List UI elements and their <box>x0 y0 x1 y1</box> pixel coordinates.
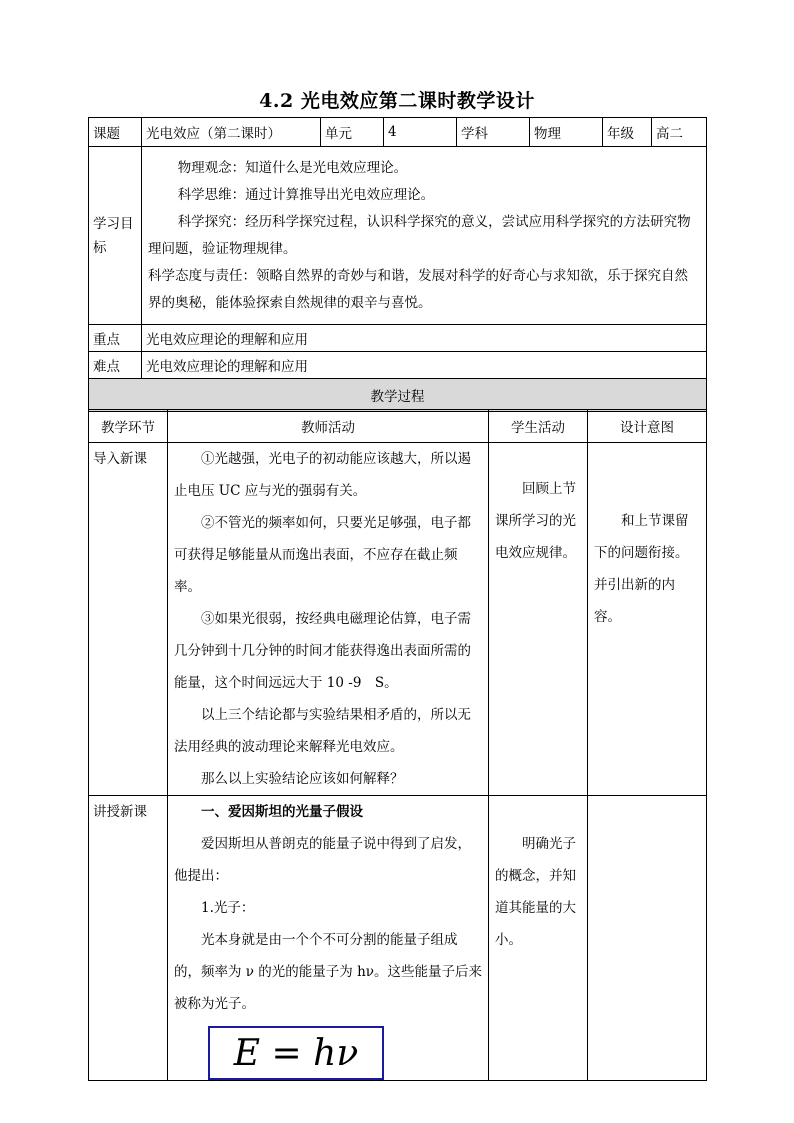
goals-label: 学习目标 <box>89 147 142 325</box>
teaching-process-table <box>88 409 707 1081</box>
column-header-student: 学生活动 <box>489 410 588 443</box>
stage-intro: 导入新课 <box>89 443 168 796</box>
key-point-value: 光电效应理论的理解和应用 <box>142 325 707 352</box>
student-text: 明确光子的概念，并知道其能量的大小。 <box>495 836 576 948</box>
goal-item: 科学探究：经历科学探究过程，认识科学探究的意义，尝试应用科学探究的方法研究物理问题，验证物理规律。 <box>148 213 691 257</box>
teacher-paragraph: 光本身就是由一个个不可分割的能量子组成的，频率为 ν 的光的能量子为 hν。这些能量子后来被称为光子。 <box>174 932 482 1012</box>
student-text: 回顾上节课所学习的光电效应规律。 <box>495 481 576 561</box>
design-intent-new-lesson <box>588 796 707 1081</box>
unit-label: 单元 <box>321 118 384 147</box>
difficulty-value: 光电效应理论的理解和应用 <box>142 352 707 379</box>
subject-label: 学科 <box>457 118 530 147</box>
section-heading: 一、爱因斯坦的光量子假设 <box>201 804 363 820</box>
teacher-paragraph: ②不管光的频率如何，只要光足够强，电子都可获得足够能量从而逸出表面，不应存在截止频率。 <box>174 515 471 595</box>
key-point-label: 重点 <box>89 325 142 352</box>
teacher-paragraph: 爱因斯坦从普朗克的能量子说中得到了启发，他提出： <box>174 836 471 884</box>
topic-value: 光电效应（第二课时） <box>142 118 321 147</box>
course-info-table <box>88 117 707 412</box>
grade-label: 年级 <box>603 118 652 147</box>
process-title-bar: 教学过程 <box>89 379 707 412</box>
grade-value: 高二 <box>652 118 707 147</box>
topic-label: 课题 <box>89 118 142 147</box>
teacher-paragraph: 以上三个结论都与实验结果相矛盾的，所以无法用经典的波动理论来解释光电效应。 <box>174 707 471 755</box>
column-header-stage: 教学环节 <box>89 410 168 443</box>
formula-box <box>208 1026 384 1080</box>
intent-text: 和上节课留下的问题衔接。并引出新的内容。 <box>594 513 689 625</box>
goals-content <box>142 147 707 325</box>
teacher-activity-new-lesson <box>168 796 489 1081</box>
goal-item: 科学态度与责任：领略自然界的奇妙与和谐，发展对科学的好奇心与求知欲，乐于探究自然界的奥秘，能体验探索自然规律的艰辛与喜悦。 <box>148 267 688 311</box>
difficulty-label: 难点 <box>89 352 142 379</box>
student-activity-new-lesson <box>489 796 588 1081</box>
student-activity-intro <box>489 443 588 796</box>
design-intent-intro <box>588 443 707 796</box>
teacher-paragraph: ③如果光很弱，按经典电磁理论估算，电子需几分钟到十几分钟的时间才能获得逸出表面所需的能量，这个时间远远大于 10 -9 S。 <box>174 611 471 691</box>
unit-value: 4 <box>384 118 457 147</box>
stage-new-lesson: 讲授新课 <box>89 796 168 1081</box>
teacher-paragraph: ①光越强，光电子的初动能应该越大，所以遏止电压 UC 应与光的强弱有关。 <box>174 451 471 499</box>
formula-text: E = hν <box>233 1032 359 1074</box>
teacher-paragraph: 那么以上实验结论应该如何解释？ <box>201 771 404 787</box>
teacher-activity-intro <box>168 443 489 796</box>
column-header-intent: 设计意图 <box>588 410 707 443</box>
goal-item: 物理观念：知道什么是光电效应理论。 <box>177 159 408 176</box>
goal-item: 科学思维：通过计算推导出光电效应理论。 <box>177 186 435 203</box>
column-header-teacher: 教师活动 <box>168 410 489 443</box>
teacher-paragraph: 1.光子： <box>201 900 255 916</box>
subject-value: 物理 <box>530 118 603 147</box>
document-title: 4.2 光电效应第二课时教学设计 <box>259 90 535 112</box>
